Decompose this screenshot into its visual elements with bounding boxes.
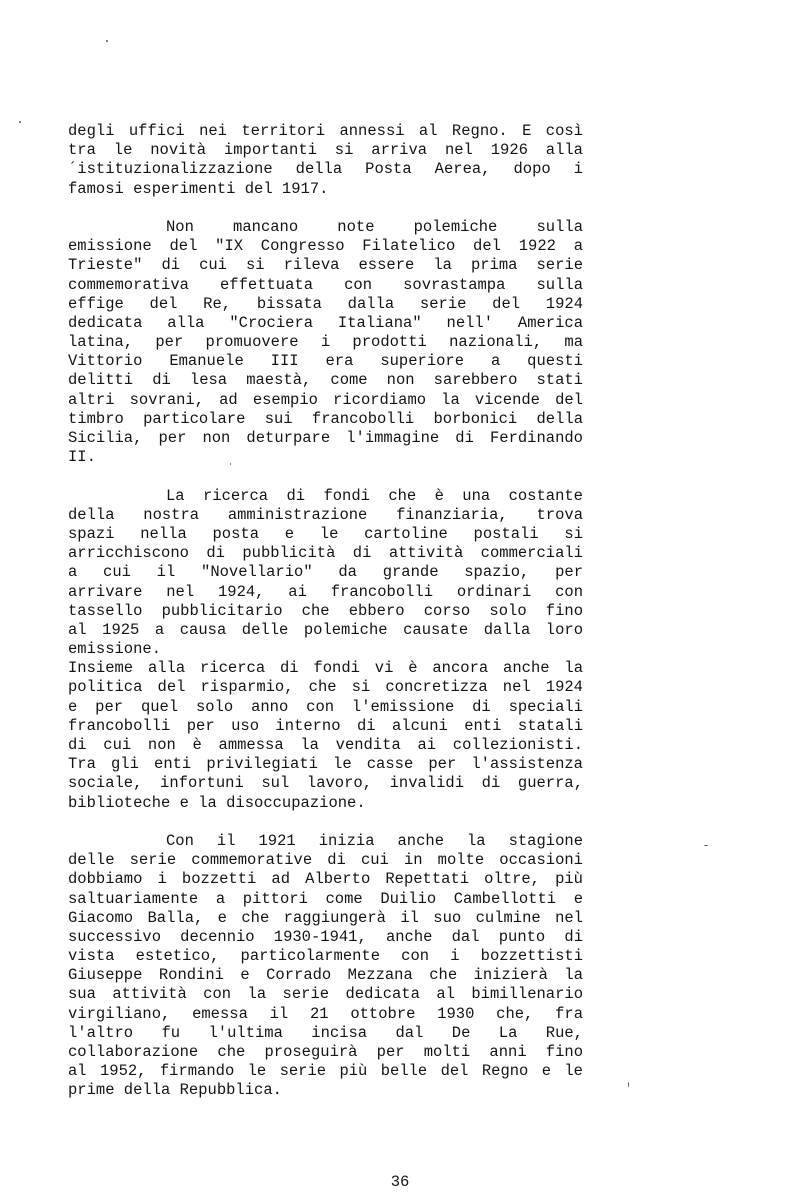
text-line: Con il 1921 inizia anche la stagione xyxy=(166,831,583,850)
paragraph-gap xyxy=(68,199,583,218)
text-line: Tra gli enti privilegiati le casse per l'assistenza xyxy=(68,755,583,774)
text-line: successivo decennio 1930-1941, anche dal punto di xyxy=(68,927,583,946)
text-line: al 1925 a causa delle polemiche causate dalla loro xyxy=(68,620,583,639)
text-line: Giacomo Balla, e che raggiungerà il suo culmine nel xyxy=(68,908,583,927)
text-line: arrivare nel 1924, ai francobolli ordinari con xyxy=(68,582,583,601)
text-line: ´istituzionalizzazione della Posta Aerea, dopo i xyxy=(68,160,583,179)
text-line: al 1952, firmando le serie più belle del Regno e le xyxy=(68,1062,583,1081)
text-line: timbro particolare sui francobolli borbonici della xyxy=(68,409,583,428)
text-line: famosi esperimenti del 1917. xyxy=(68,179,329,198)
text-line: altri sovrani, ad esempio ricordiamo la vicende del xyxy=(68,390,583,409)
scan-speck xyxy=(19,121,21,123)
text-line: prime della Repubblica. xyxy=(68,1081,282,1100)
text-line: degli uffici nei territori annessi al Regno. E così xyxy=(68,122,583,140)
text-line: delitti di lesa maestà, come non sarebbero stati xyxy=(68,371,583,390)
paragraph xyxy=(68,122,583,199)
text-line: politica del risparmio, che si concretizza nel 1924 xyxy=(68,678,583,697)
text-line: emissione. xyxy=(68,640,162,659)
text-line: virgiliano, emessa il 21 ottobre 1930 che, fra xyxy=(68,1004,583,1023)
text-line: sua attività con la serie dedicata al bimillenario xyxy=(68,985,583,1004)
page-number: 36 xyxy=(390,1173,410,1191)
scan-speck xyxy=(106,40,108,42)
text-line: saltuariamente a pittori come Duilio Cambellotti e xyxy=(68,889,583,908)
text-line: Giuseppe Rondini e Corrado Mezzana che inizierà la xyxy=(68,966,583,985)
text-line: Non mancano note polemiche sulla xyxy=(166,217,583,236)
text-line: biblioteche e la disoccupazione. xyxy=(68,793,366,812)
paragraph-gap xyxy=(68,467,583,486)
paragraph xyxy=(68,218,583,467)
text-line: dobbiamo i bozzetti ad Alberto Repettati oltre, più xyxy=(68,870,583,889)
text-line: a cui il "Novellario" da grande spazio, per xyxy=(68,563,583,582)
text-line: arricchiscono di pubblicità di attività commerciali xyxy=(68,544,583,563)
scan-speck xyxy=(230,463,231,465)
text-line: e per quel solo anno con l'emissione di speciali xyxy=(68,697,583,716)
paragraph-gap xyxy=(68,813,583,832)
text-line: sociale, infortuni sul lavoro, invalidi di guerra, xyxy=(68,774,583,793)
text-line: dedicata alla "Crociera Italiana" nell' America xyxy=(68,313,583,332)
text-line: emissione del "IX Congresso Filatelico del 1922 a xyxy=(68,237,583,256)
paragraph xyxy=(68,487,583,813)
text-line: commemorativa effettuata con sovrastampa sulla xyxy=(68,275,583,294)
body-text xyxy=(68,122,583,1101)
scan-speck xyxy=(704,845,708,846)
text-line: La ricerca di fondi che è una costante xyxy=(166,486,583,505)
text-line: vista estetico, particolarmente con i bozzettisti xyxy=(68,947,583,966)
text-line: tassello pubblicitario che ebbero corso solo fino xyxy=(68,601,583,620)
text-line: delle serie commemorative di cui in molte occasioni xyxy=(68,851,583,870)
text-line: tra le novità importanti si arriva nel 1926 alla xyxy=(68,141,583,160)
text-line: latina, per promuovere i prodotti nazionali, ma xyxy=(68,333,583,352)
scan-speck xyxy=(628,1082,629,1087)
text-line: Vittorio Emanuele III era superiore a questi xyxy=(68,352,583,371)
text-line: l'altro fu l'ultima incisa dal De La Rue, xyxy=(68,1023,583,1042)
text-line: francobolli per uso interno di alcuni enti statali xyxy=(68,716,583,735)
text-line: collaborazione che proseguirà per molti anni fino xyxy=(68,1043,583,1061)
text-line: II. xyxy=(68,448,96,467)
text-line: effige del Re, bissata dalla serie del 1924 xyxy=(68,294,583,313)
text-line: di cui non è ammessa la vendita ai collezionisti. xyxy=(68,736,583,754)
text-line: della nostra amministrazione finanziaria, trova xyxy=(68,505,583,524)
text-line: Insieme alla ricerca di fondi vi è ancora anche la xyxy=(68,659,583,678)
text-line: Sicilia, per non deturpare l'immagine di Ferdinando xyxy=(68,429,583,447)
text-line: Trieste" di cui si rileva essere la prima serie xyxy=(68,256,583,275)
text-line: spazi nella posta e le cartoline postali si xyxy=(68,524,583,543)
paragraph xyxy=(68,832,583,1101)
